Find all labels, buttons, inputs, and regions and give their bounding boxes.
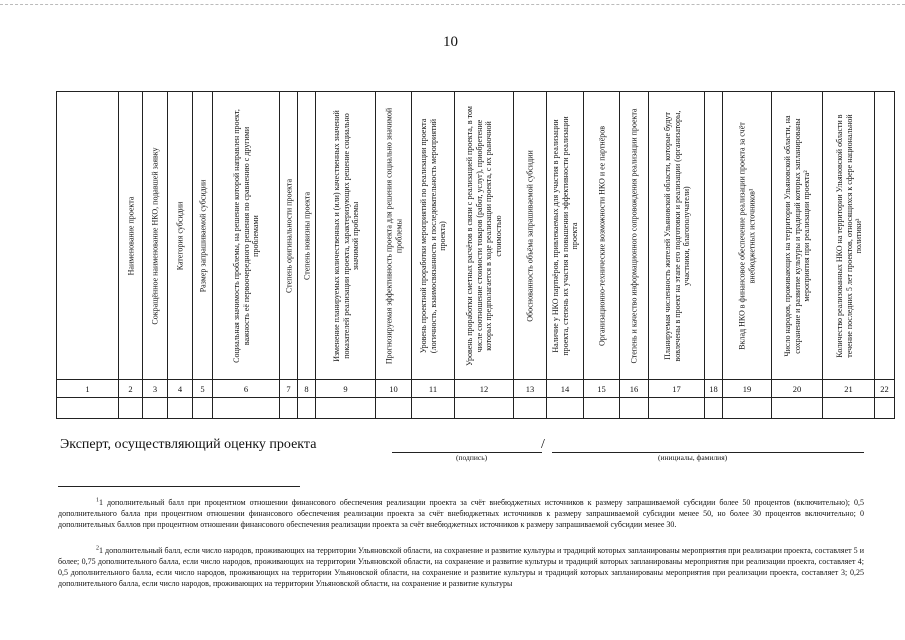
expert-label: Эксперт, осуществляющий оценку проекта xyxy=(60,437,317,452)
header-cell xyxy=(455,92,514,380)
header-cell xyxy=(823,92,875,380)
header-cell xyxy=(705,92,723,380)
empty-cell xyxy=(193,398,213,419)
header-text: Количество реализованных НКО на территории Ульяновской области в течение последних 5 лет проектов, относящихся к сфере национальной политики³ xyxy=(834,113,863,358)
separator-slash: / xyxy=(541,437,545,452)
footnote-2-text: 1 дополнительный балл, если число народов, проживающих на территории Ульяновской области, на сохранение и развитие культуры и традиций которых запланированы мероприятия при реализации проекта, составляет 5 и более; 0,75 дополнительного балла, если число народов, проживающих на территории Ульяновской области, на сохранение и развитие культуры и традиций которых запланированы мероприятия при реализации проекта, составляет 4; 0,5 дополнительного балла, если число народов, проживающих на территории Ульяновской области, на сохранение и развитие культуры и традиций которых запланированы мероприятия при реализации проекта, составляет 3; 0,25 дополнительного балла, если число народов, проживающих на территории Ульяновской области, на сохранение и развитие культуры xyxy=(58,546,864,588)
header-text: Уровень проектной проработки мероприятий по реализации проекта (логичность, взаимосвязанность и последовательность мероприятий проекта) xyxy=(418,118,447,353)
header-cell xyxy=(376,92,412,380)
column-number-cell: 3 xyxy=(143,380,168,398)
empty-cell xyxy=(57,398,119,419)
column-number-cell: 16 xyxy=(620,380,649,398)
header-cell xyxy=(213,92,280,380)
empty-cell xyxy=(213,398,280,419)
header-cell xyxy=(57,92,119,380)
header-row xyxy=(57,92,895,380)
signature-caption: (подпись) xyxy=(456,453,488,462)
header-text: Число народов, проживающих на территории Ульяновской области, на сохранение и развитие культуры и традиций которых запланированы мероприятия при реализации проекта² xyxy=(782,114,811,357)
header-text: Категория субсидии xyxy=(175,201,185,270)
empty-cell xyxy=(412,398,455,419)
empty-cell xyxy=(649,398,705,419)
header-cell xyxy=(119,92,143,380)
column-number-cell: 10 xyxy=(376,380,412,398)
empty-cell xyxy=(705,398,723,419)
header-cell xyxy=(168,92,193,380)
empty-cell xyxy=(514,398,547,419)
header-text: Размер запрашиваемой субсидии xyxy=(197,179,207,292)
header-text: Степень и качество информационного сопровождения реализации проекта xyxy=(629,108,639,363)
header-text: Планируемая численность жителей Ульяновской области, которые будут вовлечены в проект на этапе его подготовки и реализации (организаторы, участники, благополучатели) xyxy=(662,110,691,361)
footnote-2-mark: 2 xyxy=(96,545,99,552)
empty-cell xyxy=(376,398,412,419)
empty-cell xyxy=(584,398,620,419)
header-text: Социальная значимость проблемы, на решение которой направлен проект, важность её первоочередного решения по сравнению с другими проблемами xyxy=(231,108,260,363)
column-number-cell: 8 xyxy=(298,380,316,398)
header-text: Сокращённое наименование НКО, подавшей заявку xyxy=(150,146,160,325)
footnote-2 xyxy=(58,545,864,589)
empty-cell xyxy=(823,398,875,419)
page-number: 10 xyxy=(443,34,458,50)
header-cell xyxy=(193,92,213,380)
header-text: Уровень проработки сметных расчётов в связи с реализацией проекта, в том числе соотношение стоимости товаров (работ, услуг), приобретение которых предполагается в ходе реализации проекта, с их рыночной стоимостью xyxy=(465,105,503,366)
empty-cell xyxy=(620,398,649,419)
column-number-cell: 18 xyxy=(705,380,723,398)
header-cell xyxy=(316,92,376,380)
empty-cell xyxy=(455,398,514,419)
column-number-cell: 14 xyxy=(547,380,584,398)
empty-cell xyxy=(280,398,298,419)
column-number-cell: 21 xyxy=(823,380,875,398)
empty-data-row xyxy=(57,398,895,419)
header-text: Степень оригинальности проекта xyxy=(283,178,293,293)
empty-cell xyxy=(875,398,895,419)
empty-cell xyxy=(723,398,772,419)
header-cell xyxy=(412,92,455,380)
header-cell xyxy=(649,92,705,380)
empty-cell xyxy=(316,398,376,419)
header-cell xyxy=(875,92,895,380)
column-number-cell: 9 xyxy=(316,380,376,398)
empty-cell xyxy=(168,398,193,419)
empty-cell xyxy=(772,398,823,419)
column-number-cell: 4 xyxy=(168,380,193,398)
header-cell xyxy=(514,92,547,380)
column-number-cell: 12 xyxy=(455,380,514,398)
empty-cell xyxy=(547,398,584,419)
header-text: Степень новизны проекта xyxy=(301,191,311,280)
evaluation-table xyxy=(56,91,895,419)
empty-cell xyxy=(119,398,143,419)
column-number-cell: 5 xyxy=(193,380,213,398)
column-number-cell: 11 xyxy=(412,380,455,398)
column-number-cell: 22 xyxy=(875,380,895,398)
header-text: Вклад НКО в финансовое обеспечение реализации проекта за счёт внебюджетных источников¹ xyxy=(737,121,756,350)
header-text: Изменение планируемых количественных и (или) качественных значений показателей реализации проекта, характеризующих решение социально значимой проблемы xyxy=(331,109,360,362)
header-cell xyxy=(298,92,316,380)
footnote-1-text: 1 дополнительный балл при процентном отношении финансового обеспечения реализации проекта за счёт внебюджетных источников к размеру запрашиваемой субсидии более 50 процентов (включительно); 0,5 дополнительного балла при процентном отношении финансового обеспечения реализации проекта за счёт внебюджетных источников к размеру запрашиваемой субсидии менее 50, но более 30 процентов включительно; 0 дополнительных баллов при процентном отношении финансового обеспечения реализации проекта за счёт внебюджетных источников к размеру запрашиваемой субсидии менее 30. xyxy=(58,498,864,529)
header-text: Прогнозируемая эффективность проекта для решения социально значимой проблемы xyxy=(384,107,403,364)
header-text: Обоснованность объёма запрашиваемой субсидии xyxy=(525,149,535,322)
header-cell xyxy=(547,92,584,380)
footnote-1 xyxy=(58,497,864,530)
header-text: Наименование проекта xyxy=(125,196,135,275)
header-cell xyxy=(280,92,298,380)
header-cell xyxy=(772,92,823,380)
header-text: Наличие у НКО партнёров, привлекаемых для участия в реализации проекта, степень их участия в повышении эффективности реализации проекта xyxy=(550,115,579,356)
column-number-cell: 1 xyxy=(57,380,119,398)
footnote-separator xyxy=(58,486,300,487)
page-top-dashed-line xyxy=(0,4,905,5)
column-number-cell: 13 xyxy=(514,380,547,398)
header-cell xyxy=(723,92,772,380)
footnote-1-mark: 1 xyxy=(96,497,99,504)
header-cell xyxy=(584,92,620,380)
empty-cell xyxy=(143,398,168,419)
header-cell xyxy=(143,92,168,380)
column-number-cell: 2 xyxy=(119,380,143,398)
column-number-cell: 19 xyxy=(723,380,772,398)
column-number-cell: 20 xyxy=(772,380,823,398)
empty-cell xyxy=(298,398,316,419)
column-number-cell: 7 xyxy=(280,380,298,398)
column-number-cell: 6 xyxy=(213,380,280,398)
header-cell xyxy=(620,92,649,380)
header-text: Организационно-технические возможности НКО и ее партнёров xyxy=(596,125,606,346)
column-number-cell: 15 xyxy=(584,380,620,398)
initials-caption: (инициалы, фамилия) xyxy=(658,453,728,462)
column-number-cell: 17 xyxy=(649,380,705,398)
column-number-row xyxy=(57,380,895,398)
